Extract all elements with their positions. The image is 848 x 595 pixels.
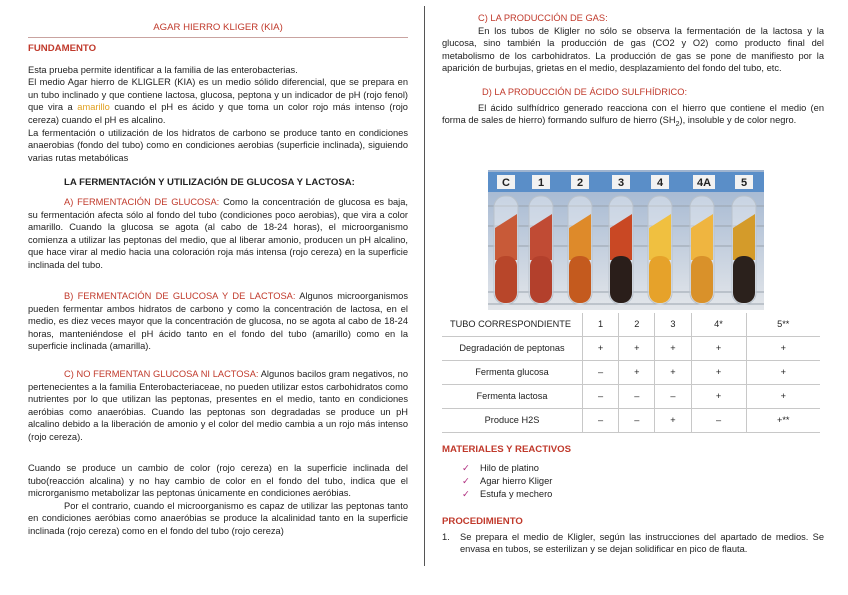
svg-text:5: 5 [740, 177, 748, 189]
cell-value: + [746, 361, 820, 385]
h2s-section [442, 86, 824, 132]
procedure-heading: PROCEDIMIENTO [442, 516, 523, 527]
svg-text:3: 3 [617, 177, 625, 189]
row-label: Produce H2S [442, 409, 583, 433]
culture-tube [494, 196, 518, 304]
check-icon: ✓ [462, 488, 470, 499]
cell-value: 5** [746, 313, 820, 337]
fundamento-paragraph-2 [28, 76, 408, 126]
procedure-step [442, 531, 824, 556]
tubes-illustration [488, 170, 764, 310]
culture-tube [529, 196, 553, 304]
title-underline [28, 37, 408, 38]
tube-label [693, 175, 715, 189]
procedure-section [442, 516, 824, 556]
tube-label [571, 175, 589, 189]
fundamento-section [28, 43, 408, 164]
check-icon: ✓ [462, 462, 470, 473]
cell-value: + [655, 337, 691, 361]
row-label: Degradación de peptonas [442, 337, 583, 361]
fundamento-paragraph-3: La fermentación o utilización de los hidratos de carbono se produce tanto en condiciones anaerobias (fondo del tubo) como en condiciones aerobias (superficie inclinada), siguiendo varias rutas metabólicas [28, 127, 408, 163]
tube-label [497, 175, 515, 189]
cell-value: + [655, 361, 691, 385]
amarillo-word: amarillo [77, 102, 110, 113]
row-label: Fermenta glucosa [442, 361, 583, 385]
svg-text:4: 4 [656, 177, 664, 189]
list-item [462, 488, 824, 501]
svg-text:1: 1 [537, 177, 545, 189]
cell-value: + [655, 409, 691, 433]
kligler-tubes-photo [488, 170, 764, 310]
tube-label [532, 175, 550, 189]
svg-text:2: 2 [576, 177, 584, 189]
cell-value: + [691, 337, 746, 361]
table-row [442, 385, 820, 409]
h2s-text-a: El ácido sulfhídrico generado reacciona con el hierro que contiene el medio (en forma de sales de hierro) formando sulfuro de hierro (SH [442, 102, 824, 126]
svg-text:4A: 4A [696, 177, 712, 189]
row-label: TUBO CORRESPONDIENTE [442, 313, 583, 337]
section-b-text: Algunos microorganismos pueden fermentar ambos hidratos de carbono y como la concentración de lactosa, en el medio, es diez veces mayor que la concentración de glucosa, no se agota al cabo de 18-24 horas, manteniéndose el pH ácido tanto en el fondo del tubo (amarillo) como en la superficie inclinada (amarilla). [28, 291, 408, 352]
cell-value: 4* [691, 313, 746, 337]
tube-label [651, 175, 669, 189]
h2s-text-b: ), insoluble y de color negro. [679, 115, 797, 126]
section-a-heading: A) FERMENTACIÓN DE GLUCOSA: [64, 197, 220, 207]
cell-value: – [655, 385, 691, 409]
results-table [442, 313, 820, 433]
h2s-heading: D) LA PRODUCCIÓN DE ÁCIDO SULFHÍDRICO: [482, 87, 688, 97]
step-number: 1. [442, 531, 450, 542]
section-a [28, 196, 408, 272]
cell-value: – [691, 409, 746, 433]
step-text: Se prepara el medio de Kligler, según las instrucciones del apartado de medios. Se envasa en tubos, se esterilizan y se dejan solidificar en pico de flauta. [460, 531, 824, 555]
section-c-heading: C) NO FERMENTAN GLUCOSA NI LACTOSA: [64, 369, 259, 379]
table-row [442, 337, 820, 361]
cell-value: + [746, 385, 820, 409]
paragraph-cereza [28, 462, 408, 538]
section-c [28, 368, 408, 444]
culture-tube [648, 196, 672, 304]
paragraph-1: Cuando se produce un cambio de color (rojo cereza) en la superficie inclinada del tubo(reacción alcalina) y no hay cambio de color en el fondo del tubo, indica que el microrganismo metabolizar las peptonas únicamente en condiciones aeróbias. [28, 463, 408, 499]
cell-value: – [583, 385, 619, 409]
tube-label [735, 175, 753, 189]
gas-section [442, 12, 824, 75]
fundamento-heading: FUNDAMENTO [28, 43, 97, 54]
culture-tube [732, 196, 756, 304]
cell-value: + [619, 361, 655, 385]
culture-tube [690, 196, 714, 304]
materials-section [442, 444, 824, 501]
fundamento-text: El medio Agar hierro de KLIGLER (KIA) es un medio sólido diferencial, que se prepara en un tubo inclinado y que contiene lactosa, glucosa, peptona y un indicador de pH (rojo fenol) que vira a [28, 77, 408, 113]
cell-value: + [691, 385, 746, 409]
fundamento-line-1: Esta prueba permite identificar a la familia de las enterobacterias. [28, 64, 298, 75]
svg-text:C: C [502, 177, 510, 189]
cell-value: 3 [655, 313, 691, 337]
material-label: Estufa y mechero [480, 488, 553, 499]
section-b-heading: B) FERMENTACIÓN DE GLUCOSA Y DE LACTOSA: [64, 291, 296, 301]
list-item [462, 475, 824, 488]
materials-heading: MATERIALES Y REACTIVOS [442, 444, 571, 455]
culture-tube [609, 196, 633, 304]
table-row [442, 409, 820, 433]
section-b [28, 290, 408, 353]
section-c-text: Algunos bacilos gram negativos, no pertenecientes a la familia Enterobacteriaceae, no pueden utilizar estos carbohidratos como nutrientes por lo que utilizan las peptonas, presentes en el medio, tanto en condiciones aeróbias como anaeróbias. Cuando las peptonas son degradadas se produce un pH alcalino debido a la liberación de amonio y el color del medio cambia a un rojo más intenso (rojo cereza). [28, 369, 408, 442]
cell-value: + [746, 337, 820, 361]
row-label: Fermenta lactosa [442, 385, 583, 409]
gas-text: En los tubos de Kligler no sólo se observa la fermentación de la lactosa y la glucosa, sino también la producción de gas (CO2 y O2) como producto final del metabolismo de los carbohidratos. La producción de gas se pone de manifiesto por la aparición de burbujas, grietas en el medio, desplazamiento del fondo del tubo, etc. [442, 25, 824, 74]
materials-list [442, 462, 824, 501]
h2s-subscript: 2 [675, 121, 680, 129]
material-label: Hilo de platino [480, 462, 539, 473]
fermentation-title: LA FERMENTACIÓN Y UTILIZACIÓN DE GLUCOSA Y LACTOSA: [64, 177, 355, 188]
list-item [462, 462, 824, 475]
cell-value: – [619, 385, 655, 409]
page-title: AGAR HIERRO KLIGER (KIA) [153, 22, 283, 33]
h2s-paragraph [442, 102, 824, 132]
cell-value: +** [746, 409, 820, 433]
column-divider [424, 6, 425, 566]
cell-value: + [619, 337, 655, 361]
fundamento-text-cont: cuando el pH es ácido y que toma un color rojo más intenso (rojo cereza) cuando el pH es alcalino. [28, 102, 408, 125]
cell-value: – [583, 361, 619, 385]
cell-value: – [619, 409, 655, 433]
tube-label [612, 175, 630, 189]
cell-value: 1 [583, 313, 619, 337]
gas-heading: C) LA PRODUCCIÓN DE GAS: [478, 13, 608, 23]
culture-tube [568, 196, 592, 304]
cell-value: 2 [619, 313, 655, 337]
table-row [442, 361, 820, 385]
section-a-text: Como la concentración de glucosa es baja, su fermentación afecta sólo al fondo del tubo (condiciones poco aerobias), que vira a color amarillo. Cuando la glucosa se agota (al cabo de 18-24 horas), el microorganismo comienza a utilizar las peptonas del medio, que al liberar amonio, producen un pH alcalino, que hace virar al medio hacia una coloración roja más intensa (rojo cereza) en la superficie inclinada del tubo. [28, 197, 408, 270]
paragraph-2: Por el contrario, cuando el microorganismo es capaz de utilizar las peptonas tanto en condiciones aeróbias como anaeróbias se produce la alcalinidad tanto en la superficie inclinada (rojo cereza) como en el fondo del tubo (rojo cereza) [28, 500, 408, 536]
material-label: Agar hierro Kliger [480, 475, 553, 486]
check-icon: ✓ [462, 475, 470, 486]
table-header-row [442, 313, 820, 337]
cell-value: – [583, 409, 619, 433]
cell-value: + [583, 337, 619, 361]
cell-value: + [691, 361, 746, 385]
